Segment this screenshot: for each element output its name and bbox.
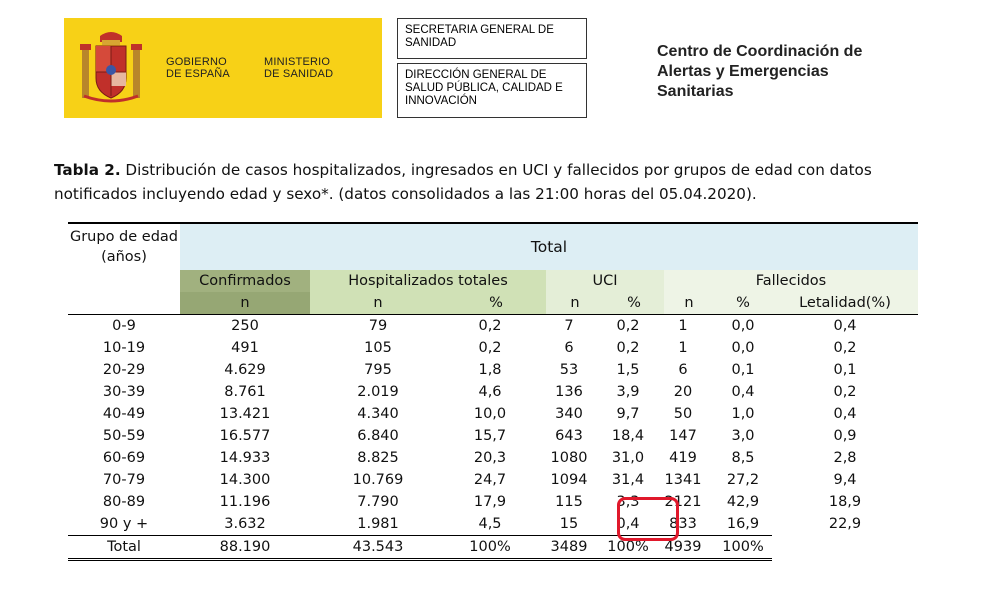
cell-age: 70-79 bbox=[102, 472, 146, 488]
caption-text: Distribución de casos hospitalizados, ingresados en UCI y fallecidos por grupos de edad con datos notificados incluyendo edad y sexo*. (datos consolidados a las 21:00 horas del 05.04.2020). bbox=[54, 161, 872, 203]
caption-label: Tabla 2. bbox=[54, 161, 121, 179]
subheader-hosp-pct: % bbox=[446, 292, 546, 315]
table-row bbox=[68, 469, 918, 491]
cell-conf: 250 bbox=[180, 315, 310, 338]
cell-uci-pct: 0,2 bbox=[616, 340, 640, 356]
cell-hosp-n: 7.790 bbox=[357, 494, 399, 510]
cell-uci-pct: 9,7 bbox=[616, 406, 640, 422]
cell-uci-n: 643 bbox=[555, 428, 583, 444]
cell-hosp-pct: 4,6 bbox=[478, 384, 502, 400]
cell-age: 40-49 bbox=[102, 406, 146, 422]
cell-uci-pct: 18,4 bbox=[611, 428, 645, 444]
cell-uci-pct: 3,3 bbox=[616, 494, 640, 510]
coat-of-arms-icon bbox=[78, 30, 144, 108]
cell-hosp-n: 10.769 bbox=[352, 472, 404, 488]
cell-fall-n: 50 bbox=[673, 406, 693, 422]
total-header: Total bbox=[180, 223, 918, 270]
cell-age: 20-29 bbox=[102, 362, 146, 378]
ministerio-label bbox=[264, 56, 333, 80]
table-row bbox=[68, 337, 918, 359]
cell-fall-pct: 0,1 bbox=[731, 362, 755, 378]
table-row bbox=[68, 447, 918, 469]
table-row bbox=[68, 513, 918, 536]
subheader-conf-n: n bbox=[180, 292, 310, 315]
header-uci: UCI bbox=[546, 270, 664, 292]
cell-age: 80-89 bbox=[102, 494, 146, 510]
secretaria-box: SECRETARIA GENERAL DE SANIDAD bbox=[397, 18, 587, 59]
cell-conf: 491 bbox=[231, 340, 259, 356]
cell-fall-pct: 0,4 bbox=[731, 384, 755, 400]
cell-letalidad bbox=[772, 536, 918, 560]
header-confirmados: Confirmados bbox=[180, 270, 310, 292]
header-hospitalizados: Hospitalizados totales bbox=[310, 270, 546, 292]
cell-letalidad: 0,9 bbox=[833, 428, 857, 444]
table-row bbox=[68, 381, 918, 403]
header-fallecidos: Fallecidos bbox=[664, 270, 918, 292]
table-row bbox=[68, 315, 918, 338]
cell-hosp-n: 1.981 bbox=[357, 516, 399, 532]
cell-fall-n: 2121 bbox=[664, 494, 702, 510]
cell-fall-n: 20 bbox=[673, 384, 693, 400]
cell-hosp-pct: 100% bbox=[446, 536, 546, 560]
subheader-fall-n: n bbox=[664, 292, 714, 315]
cell-uci-pct: 3,9 bbox=[616, 384, 640, 400]
min-line-2: DE SANIDAD bbox=[264, 68, 334, 80]
cell-hosp-pct: 0,2 bbox=[478, 340, 502, 356]
cell-hosp-pct: 15,7 bbox=[473, 428, 507, 444]
cell-conf: 4.629 bbox=[224, 362, 266, 378]
cell-uci-n: 1080 bbox=[550, 450, 588, 466]
cell-hosp-pct: 4,5 bbox=[478, 516, 502, 532]
cell-hosp-pct: 10,0 bbox=[473, 406, 507, 422]
cell-age: 0-9 bbox=[68, 315, 180, 338]
cell-hosp-n: 6.840 bbox=[357, 428, 399, 444]
cell-uci-n: 115 bbox=[555, 494, 583, 510]
cell-uci-n: 53 bbox=[559, 362, 579, 378]
subheader-hosp-n: n bbox=[310, 292, 446, 315]
cell-letalidad: 0,4 bbox=[833, 406, 857, 422]
cell-hosp-n: 43.543 bbox=[310, 536, 446, 560]
cell-uci-n: 15 bbox=[559, 516, 579, 532]
cell-uci-pct: 100% bbox=[604, 536, 664, 560]
cell-fall-pct: 16,9 bbox=[726, 516, 760, 532]
cell-hosp-pct: 17,9 bbox=[473, 494, 507, 510]
centro-title: Centro de Coordinación de Alertas y Emergencias Sanitarias bbox=[657, 43, 863, 100]
min-line-1: MINISTERIO bbox=[264, 56, 331, 68]
cell-fall-pct: 42,9 bbox=[726, 494, 760, 510]
gov-line-2: DE ESPAÑA bbox=[166, 68, 230, 80]
cell-fall-n: 147 bbox=[669, 428, 697, 444]
cell-fall-pct: 100% bbox=[714, 536, 772, 560]
data-table bbox=[68, 222, 918, 561]
cell-fall-n: 6 bbox=[678, 362, 688, 378]
cell-hosp-n: 4.340 bbox=[357, 406, 399, 422]
highlight-circle bbox=[617, 497, 679, 541]
cell-fall-pct: 1,0 bbox=[731, 406, 755, 422]
direccion-box: DIRECCIÓN GENERAL DE SALUD PÚBLICA, CALIDAD E INNOVACIÓN bbox=[397, 63, 587, 118]
cell-fall-pct: 8,5 bbox=[731, 450, 755, 466]
table-row bbox=[68, 491, 918, 513]
cell-fall-n: 4939 bbox=[664, 536, 714, 560]
cell-hosp-pct: 24,7 bbox=[473, 472, 507, 488]
cell-hosp-n: 79 bbox=[310, 315, 446, 338]
cell-fall-n: 419 bbox=[669, 450, 697, 466]
cell-age: 10-19 bbox=[102, 340, 146, 356]
cell-conf: 88.190 bbox=[180, 536, 310, 560]
table-row bbox=[68, 403, 918, 425]
cell-letalidad: 0,1 bbox=[833, 362, 857, 378]
cell-age: 60-69 bbox=[102, 450, 146, 466]
subheader-letalidad: Letalidad(%) bbox=[772, 292, 918, 315]
cell-letalidad: 2,8 bbox=[833, 450, 857, 466]
cell-conf: 16.577 bbox=[219, 428, 271, 444]
cell-age: 90 y + bbox=[99, 516, 149, 532]
cell-uci-pct: 31,0 bbox=[611, 450, 645, 466]
cell-letalidad: 0,2 bbox=[833, 384, 857, 400]
cell-hosp-n: 795 bbox=[364, 362, 392, 378]
cell-hosp-pct: 20,3 bbox=[473, 450, 507, 466]
table-caption bbox=[54, 158, 954, 206]
subheader-uci-pct: % bbox=[604, 292, 664, 315]
cell-uci-n: 7 bbox=[546, 315, 604, 338]
age-group-header: Grupo de edad (años) bbox=[68, 223, 180, 315]
cell-letalidad: 18,9 bbox=[828, 494, 862, 510]
cell-fall-n: 1341 bbox=[664, 472, 702, 488]
cell-uci-n: 136 bbox=[555, 384, 583, 400]
cell-conf: 13.421 bbox=[219, 406, 271, 422]
cell-conf: 8.761 bbox=[224, 384, 266, 400]
cell-uci-n: 3489 bbox=[546, 536, 604, 560]
gobierno-label bbox=[166, 56, 230, 80]
cell-fall-pct: 0,0 bbox=[731, 340, 755, 356]
cell-letalidad: 9,4 bbox=[833, 472, 857, 488]
cell-uci-pct: 1,5 bbox=[616, 362, 640, 378]
cell-uci-pct: 31,4 bbox=[611, 472, 645, 488]
cell-fall-n: 1 bbox=[678, 340, 688, 356]
subheader-uci-n: n bbox=[546, 292, 604, 315]
cell-hosp-n: 8.825 bbox=[357, 450, 399, 466]
cell-age: 50-59 bbox=[102, 428, 146, 444]
gov-line-1: GOBIERNO bbox=[166, 56, 227, 68]
cell-conf: 11.196 bbox=[219, 494, 271, 510]
cell-letalidad: 0,4 bbox=[772, 315, 918, 338]
cell-fall-pct: 3,0 bbox=[731, 428, 755, 444]
cell-conf: 14.933 bbox=[219, 450, 271, 466]
cell-uci-pct: 0,2 bbox=[604, 315, 664, 338]
table-row bbox=[68, 425, 918, 447]
cell-fall-n: 1 bbox=[664, 315, 714, 338]
table-row bbox=[68, 359, 918, 381]
cell-hosp-n: 105 bbox=[364, 340, 392, 356]
cell-uci-n: 340 bbox=[555, 406, 583, 422]
cell-conf: 3.632 bbox=[224, 516, 266, 532]
cell-hosp-n: 2.019 bbox=[357, 384, 399, 400]
cell-letalidad: 0,2 bbox=[833, 340, 857, 356]
subheader-fall-pct: % bbox=[714, 292, 772, 315]
cell-conf: 14.300 bbox=[219, 472, 271, 488]
cell-fall-n: 833 bbox=[669, 516, 697, 532]
cell-hosp-pct: 0,2 bbox=[446, 315, 546, 338]
cell-fall-pct: 0,0 bbox=[714, 315, 772, 338]
cell-hosp-pct: 1,8 bbox=[478, 362, 502, 378]
cell-letalidad: 22,9 bbox=[828, 516, 862, 533]
cell-age: Total bbox=[68, 536, 180, 560]
cell-uci-n: 1094 bbox=[550, 472, 588, 488]
cell-age: 30-39 bbox=[102, 384, 146, 400]
cell-uci-pct: 0,4 bbox=[616, 516, 640, 532]
cell-fall-pct: 27,2 bbox=[726, 472, 760, 488]
cell-uci-n: 6 bbox=[564, 340, 574, 356]
gobierno-logo-block bbox=[64, 18, 382, 118]
total-row bbox=[68, 536, 918, 560]
